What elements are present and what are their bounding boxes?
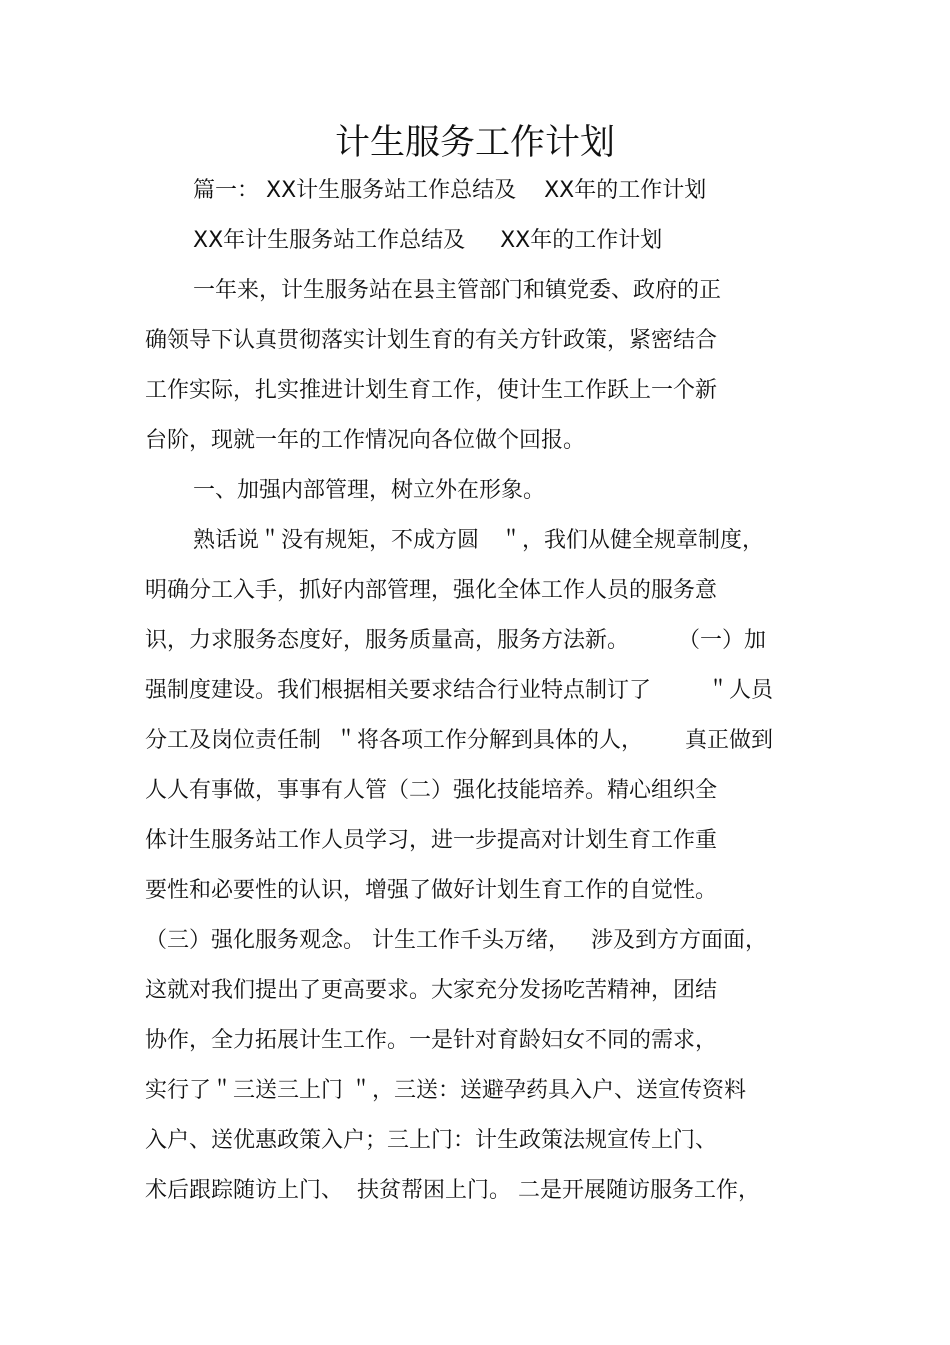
- paragraph-line: 实行了＂三送三上门 ＂，三送：送避孕药具入户、送宣传资料: [145, 1078, 746, 1103]
- paragraph-line: 要性和必要性的认识，增强了做好计划生育工作的自觉性。: [145, 878, 718, 903]
- paragraph-line: 台阶，现就一年的工作情况向各位做个回报。: [145, 428, 586, 453]
- paragraph-line: 体计生服务站工作人员学习，进一步提高对计划生育工作重: [145, 828, 718, 853]
- paragraph-line: 确领导下认真贯彻落实计划生育的有关方针政策，紧密结合: [145, 328, 718, 353]
- paragraph-line: 术后跟踪随访上门、 扶贫帮困上门。 二是开展随访服务工作，: [145, 1178, 760, 1203]
- paragraph-line: 工作实际，扎实推进计划生育工作，使计生工作跃上一个新: [145, 378, 718, 403]
- section-heading: 一、加强内部管理，树立外在形象。: [193, 478, 546, 503]
- paragraph-line: 一年来，计生服务站在县主管部门和镇党委、政府的正: [193, 278, 722, 303]
- paragraph-line: 识，力求服务态度好，服务质量高，服务方法新。 （一）加: [145, 628, 766, 653]
- paragraph-line: 明确分工入手，抓好内部管理，强化全体工作人员的服务意: [145, 578, 718, 603]
- subtitle-line: XX年计生服务站工作总结及 XX年的工作计划: [193, 228, 663, 253]
- paragraph-line: 熟话说＂没有规矩，不成方圆 ＂，我们从健全规章制度，: [193, 528, 764, 553]
- subtitle-line: 篇一： XX计生服务站工作总结及 XX年的工作计划: [193, 178, 707, 203]
- paragraph-line: 协作，全力拓展计生工作。一是针对育龄妇女不同的需求，: [145, 1028, 718, 1053]
- document-title: 计生服务工作计划: [334, 123, 615, 163]
- paragraph-line: 分工及岗位责任制 ＂将各项工作分解到具体的人， 真正做到: [145, 728, 773, 753]
- paragraph-line: 人人有事做，事事有人管（二）强化技能培养。精心组织全: [145, 778, 718, 803]
- paragraph-line: 入户、送优惠政策入户；三上门：计生政策法规宣传上门、: [145, 1128, 718, 1153]
- paragraph-line: 这就对我们提出了更高要求。大家充分发扬吃苦精神，团结: [145, 978, 718, 1003]
- paragraph-line: （三）强化服务观念。 计生工作千头万绪， 涉及到方方面面，: [145, 928, 767, 953]
- paragraph-line: 强制度建设。我们根据相关要求结合行业特点制订了 ＂人员: [145, 678, 773, 703]
